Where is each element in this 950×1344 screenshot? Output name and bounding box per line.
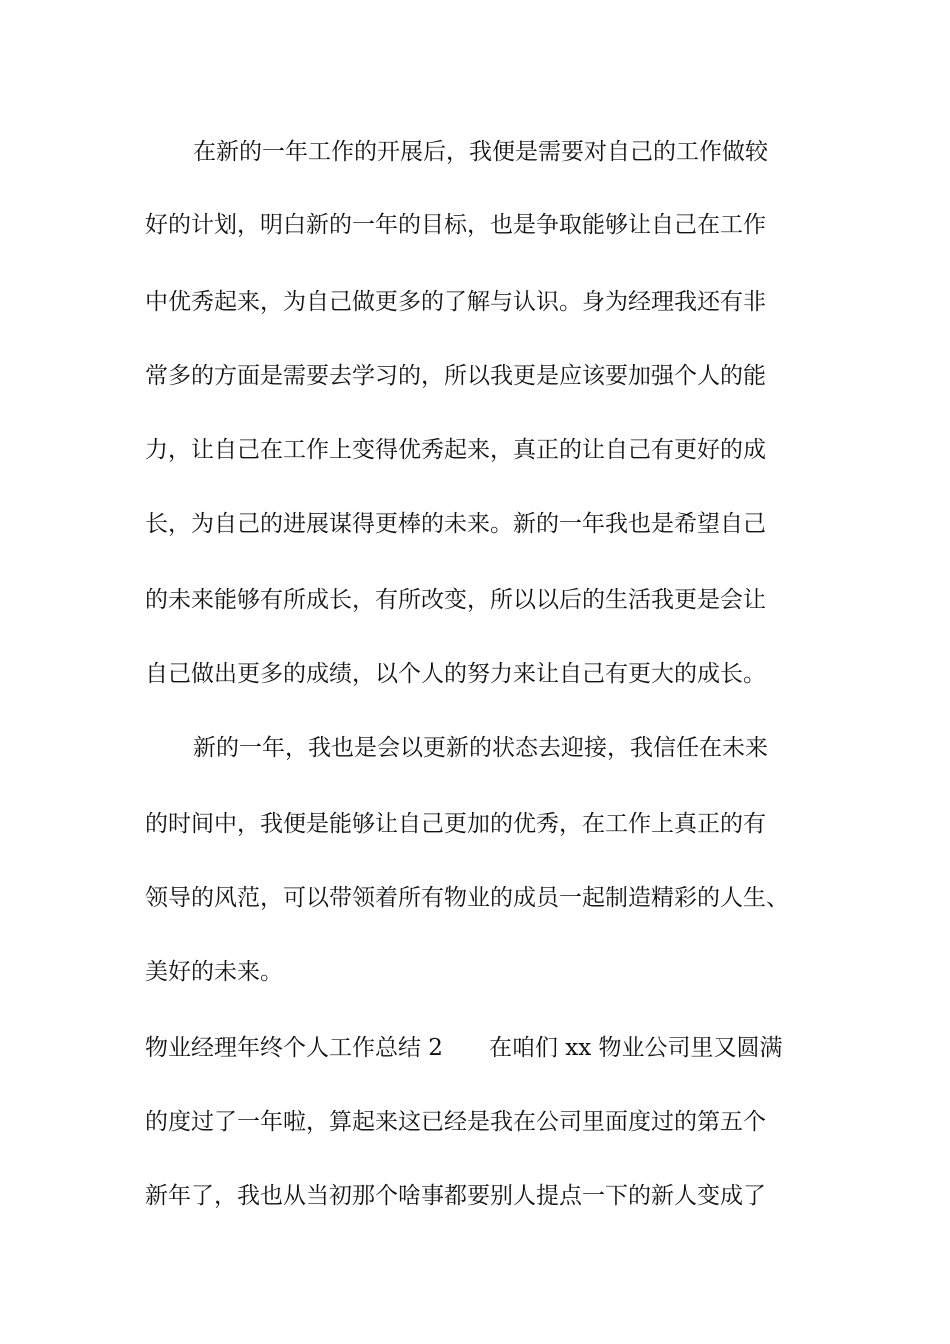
section-heading-line: 物业经理年终个人工作总结 2 在咱们 xx 物业公司里又圆满	[145, 1035, 783, 1061]
paragraph-1-line-8: 自己做出更多的成绩，以个人的努力来让自己有更大的成长。	[145, 661, 766, 687]
paragraph-2-line-3: 领导的风范，可以带领着所有物业的成员一起制造精彩的人生、	[145, 885, 789, 911]
paragraph-1-line-5: 力，让自己在工作上变得优秀起来，真正的让自己有更好的成	[145, 437, 766, 463]
paragraph-1-line-1: 在新的一年工作的开展后，我便是需要对自己的工作做较	[193, 139, 768, 165]
paragraph-1-line-2: 好的计划，明白新的一年的目标，也是争取能够让自己在工作	[145, 212, 766, 238]
paragraph-1-line-3: 中优秀起来，为自己做更多的了解与认识。身为经理我还有非	[145, 289, 766, 315]
paragraph-2-line-2: 的时间中，我便是能够让自己更加的优秀，在工作上真正的有	[145, 811, 766, 837]
paragraph-3-line-2: 的度过了一年啦，算起来这已经是我在公司里面度过的第五个	[145, 1109, 766, 1135]
paragraph-1-line-7: 的未来能够有所成长，有所改变，所以以后的生活我更是会让	[145, 587, 766, 613]
paragraph-1-line-6: 长，为自己的进展谋得更棒的未来。新的一年我也是希望自己	[145, 511, 766, 537]
paragraph-2-line-4: 美好的未来。	[145, 959, 283, 985]
paragraph-3-line-3: 新年了，我也从当初那个啥事都要别人提点一下的新人变成了	[145, 1183, 766, 1209]
paragraph-1-line-4: 常多的方面是需要去学习的，所以我更是应该要加强个人的能	[145, 363, 766, 389]
paragraph-2-line-1: 新的一年，我也是会以更新的状态去迎接，我信任在未来	[193, 735, 768, 761]
